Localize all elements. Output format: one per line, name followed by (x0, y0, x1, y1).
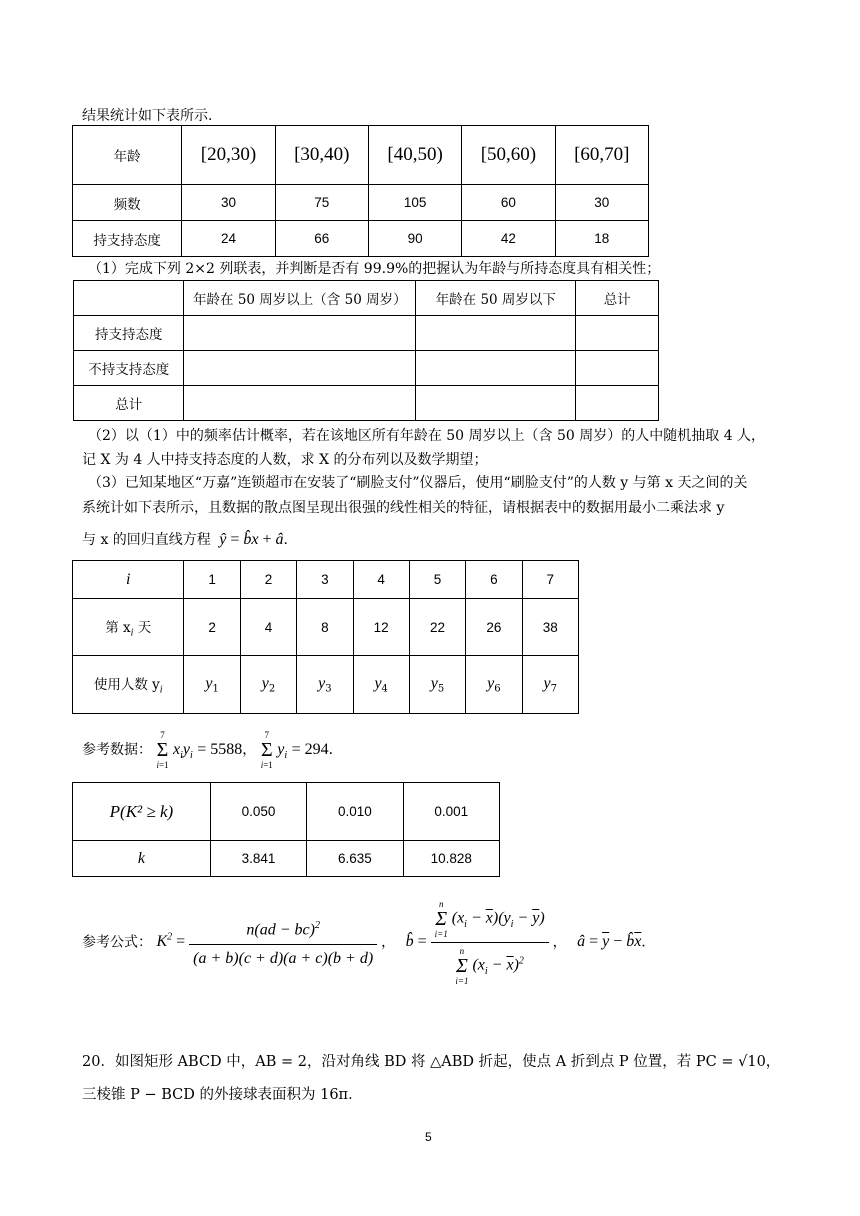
table2-blank-cell[interactable] (576, 351, 659, 386)
critical-value-table (72, 782, 500, 877)
table3-y-sub: 5 (437, 683, 445, 695)
sum-y-value: 294 (304, 741, 329, 758)
table1-cell: 30 (182, 185, 275, 221)
table3-y: $y_4$ (353, 656, 409, 714)
contingency-table (73, 280, 659, 421)
table3-y-sub: 4 (381, 683, 388, 695)
table3-y-sub: 6 (494, 683, 501, 695)
table3-x: 22 (409, 599, 465, 656)
table3-i: 3 (297, 561, 353, 599)
table1-cell: 30 (555, 185, 648, 221)
sum-symbol: 7 Σ i=1 (260, 730, 273, 770)
page-number: 5 (425, 1130, 432, 1144)
table1-cell: 42 (462, 221, 555, 257)
table3-x: 38 (522, 599, 578, 656)
table3-y-sub: 2 (268, 683, 276, 695)
table1-cell: 18 (555, 221, 648, 257)
table3-i: 6 (466, 561, 522, 599)
table3-x: 26 (466, 599, 522, 656)
table3-y: $y_1$ (184, 656, 240, 714)
problem-20-line-2: 三棱锥 P − BCD 的外接球表面积为 16π． (82, 1087, 363, 1103)
table3-i: 5 (409, 561, 465, 599)
table1-row-label: 持支持态度 (73, 221, 182, 257)
table2-blank-cell[interactable] (416, 351, 576, 386)
reference-data: 参考数据： 7 Σ i=1 $x_iy_i = 5588$， 7 Σ i=1 $y_i = 294$． (82, 730, 343, 770)
table1-interval: [40,50) (368, 126, 461, 185)
table1-interval: [30,40) (275, 126, 368, 185)
table3-i: 7 (522, 561, 578, 599)
table3-y: $y_3$ (297, 656, 353, 714)
intro-line: 结果统计如下表所示. (82, 108, 213, 124)
table1-cell: 90 (368, 221, 461, 257)
table3-y-sub: 7 (550, 683, 558, 695)
table2-row-label: 不持支持态度 (74, 351, 184, 386)
table1-interval: [60,70] (555, 126, 648, 185)
a-hat-formula: â = $\overline{y}$ − $b̂\overline{x}$ (577, 933, 642, 951)
table2-row-label: 总计 (74, 386, 184, 421)
table2-header: 年龄在 50 周岁以下 (416, 281, 576, 316)
table1-cell: 60 (462, 185, 555, 221)
table3-i: 4 (353, 561, 409, 599)
table3-y-sub: 3 (325, 683, 332, 695)
table2-blank-cell[interactable] (184, 316, 416, 351)
table2-header-empty (74, 281, 184, 316)
table3-x: 4 (240, 599, 296, 656)
table3-y-sub: 1 (212, 683, 219, 695)
table1-cell: 24 (182, 221, 275, 257)
table2-header: 年龄在 50 周岁以上（含 50 周岁） (184, 281, 416, 316)
question-3-line-1: （3）已知某地区“万嘉”连锁超市在安装了“刷脸支付”仪器后，使用“刷脸支付”的人数 y 与第 x 天之间的关 (88, 475, 748, 491)
question-2-line-2: 记 X 为 4 人中持支持态度的人数，求 X 的分布列以及数学期望； (82, 452, 488, 468)
table2-blank-cell[interactable] (576, 316, 659, 351)
table4-p-label: P(K² ≥ k) (73, 783, 211, 841)
table3-x: 8 (297, 599, 353, 656)
table3-x: 2 (184, 599, 240, 656)
table2-blank-cell[interactable] (416, 316, 576, 351)
problem-20-line-1: 20．如图矩形 ABCD 中，AB = 2，沿对角线 BD 将 △ABD 折起，使点 A 折到点 P 位置，若 PC = √10， (82, 1054, 781, 1070)
reference-data-label: 参考数据： (82, 742, 152, 758)
table2-blank-cell[interactable] (184, 386, 416, 421)
regression-equation: ŷ = b̂x + â (219, 531, 284, 548)
table1-row-label: 频数 (73, 185, 182, 221)
age-frequency-table (72, 125, 649, 257)
table2-header: 总计 (576, 281, 659, 316)
sum-xy-value: 5588 (210, 741, 243, 758)
table4-p: 0.010 (307, 783, 403, 841)
table3-y: $y_5$ (409, 656, 465, 714)
table2-blank-cell[interactable] (416, 386, 576, 421)
table3-i: 2 (240, 561, 296, 599)
face-pay-data-table (72, 560, 579, 714)
table3-y-label: 使用人数 y (93, 677, 160, 694)
table4-p: 0.050 (210, 783, 306, 841)
table1-header-label: 年龄 (73, 126, 182, 185)
reference-formulas: 参考公式： $K^2$ = $\frac{n(ad - bc)^2}{(a + b)(c + d)(a + c)(b + d)}$ ， b̂ = n Σ i=1 $(x_i - \overline{x})(y_i - \overline{y})$ n Σ i=1 $(x_i - \overline{x})^2$ ， â = $\overline{y}$ − $b̂\overline{x}$． (82, 899, 656, 987)
table3-row-label-i: i (73, 561, 184, 599)
table3-x-label: 第 x (105, 619, 131, 636)
table4-k: 3.841 (210, 841, 306, 877)
question-3-line-2: 系统计如下表所示，且数据的散点图呈现出很强的线性相关的特征，请根据表中的数据用最小二乘法求 y (82, 500, 725, 516)
table3-y: $y_2$ (240, 656, 296, 714)
table4-p: 0.001 (403, 783, 499, 841)
table3-y: $y_6$ (466, 656, 522, 714)
table1-interval: [50,60) (462, 126, 555, 185)
table1-cell: 105 (368, 185, 461, 221)
table3-row-label-x: 第 $x_i$ 天 (73, 599, 184, 656)
table2-row-label: 持支持态度 (74, 316, 184, 351)
table3-y: $y_7$ (522, 656, 578, 714)
question-3-line-3-text: 与 x 的回归直线方程 (82, 532, 211, 548)
table2-blank-cell[interactable] (576, 386, 659, 421)
question-1: （1）完成下列 2×2 列联表，并判断是否有 99.9%的把握认为年龄与所持态度具有相关性； (88, 261, 661, 277)
table1-cell: 75 (275, 185, 368, 221)
table3-x: 12 (353, 599, 409, 656)
table4-k-label: k (73, 841, 211, 877)
table4-k: 6.635 (307, 841, 403, 877)
table4-k: 10.828 (403, 841, 499, 877)
table3-i: 1 (184, 561, 240, 599)
question-3-line-3: 与 x 的回归直线方程 ŷ = b̂x + â． (82, 531, 298, 548)
k-squared-formula: $K^2$ = $\frac{n(ad - bc)^2}{(a + b)(c + d)(a + c)(b + d)}$ (156, 933, 381, 950)
b-hat-formula: b̂ = n Σ i=1 $(x_i - \overline{x})(y_i - \overline{y})$ n Σ i=1 $(x_i - \overline{x})^2$ (406, 933, 553, 950)
reference-formula-label: 参考公式： (82, 934, 152, 951)
table3-row-label-y: 使用人数 $y_i$ (73, 656, 184, 714)
table1-cell: 66 (275, 221, 368, 257)
table1-interval: [20,30) (182, 126, 275, 185)
sum-symbol: 7 Σ i=1 (156, 730, 169, 770)
table2-blank-cell[interactable] (184, 351, 416, 386)
question-2-line-1: （2）以（1）中的频率估计概率，若在该地区所有年龄在 50 周岁以上（含 50 周岁）的人中随机抽取 4 人， (88, 428, 766, 444)
